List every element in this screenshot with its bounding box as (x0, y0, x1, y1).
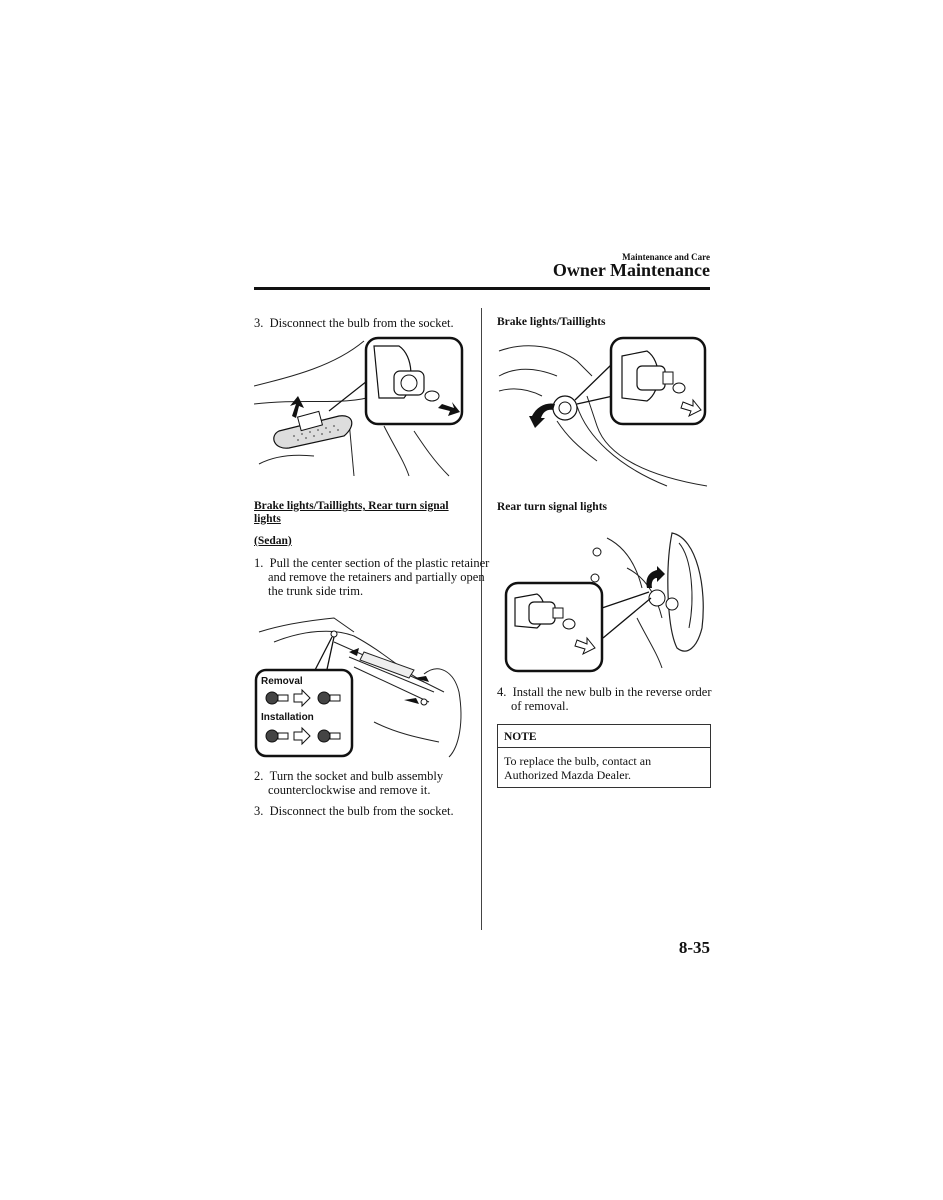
figure-side-marker-bulb (254, 336, 466, 478)
subheading-sedan: (Sedan) (254, 535, 292, 547)
page-number: 8-35 (678, 938, 710, 957)
heading-brake-rear-turn: Brake lights/Taillights, Rear turn signal lights (254, 500, 449, 525)
step-3-top: 3. Disconnect the bulb from the socket. (254, 316, 454, 330)
header-rule (254, 287, 710, 290)
page-title: Owner Maintenance (552, 260, 710, 280)
step-1: 1. Pull the center section of the plastic retainer and remove the retainers and partially open the trunk side trim. (254, 556, 490, 598)
figure-turn-signal-bulb (497, 528, 709, 674)
heading-rear-turn-signal: Rear turn signal lights (497, 501, 608, 513)
section-label: Maintenance and Care (622, 252, 710, 262)
note-title: NOTE (498, 725, 710, 748)
note-box (497, 724, 711, 788)
note-text: To replace the bulb, contact an Authorized Mazda Dealer. (504, 754, 652, 782)
heading-brake-taillights: Brake lights/Taillights (497, 316, 606, 328)
step-3-bottom: 3. Disconnect the bulb from the socket. (254, 804, 454, 818)
label-removal: Removal (261, 676, 303, 687)
step-4: 4. Install the new bulb in the reverse order of removal. (497, 685, 712, 713)
column-divider (481, 308, 482, 930)
step-2: 2. Turn the socket and bulb assembly counterclockwise and remove it. (254, 769, 444, 797)
figure-trunk-retainers (254, 612, 466, 760)
figure-taillight-bulb (497, 336, 709, 490)
label-installation: Installation (261, 712, 314, 723)
